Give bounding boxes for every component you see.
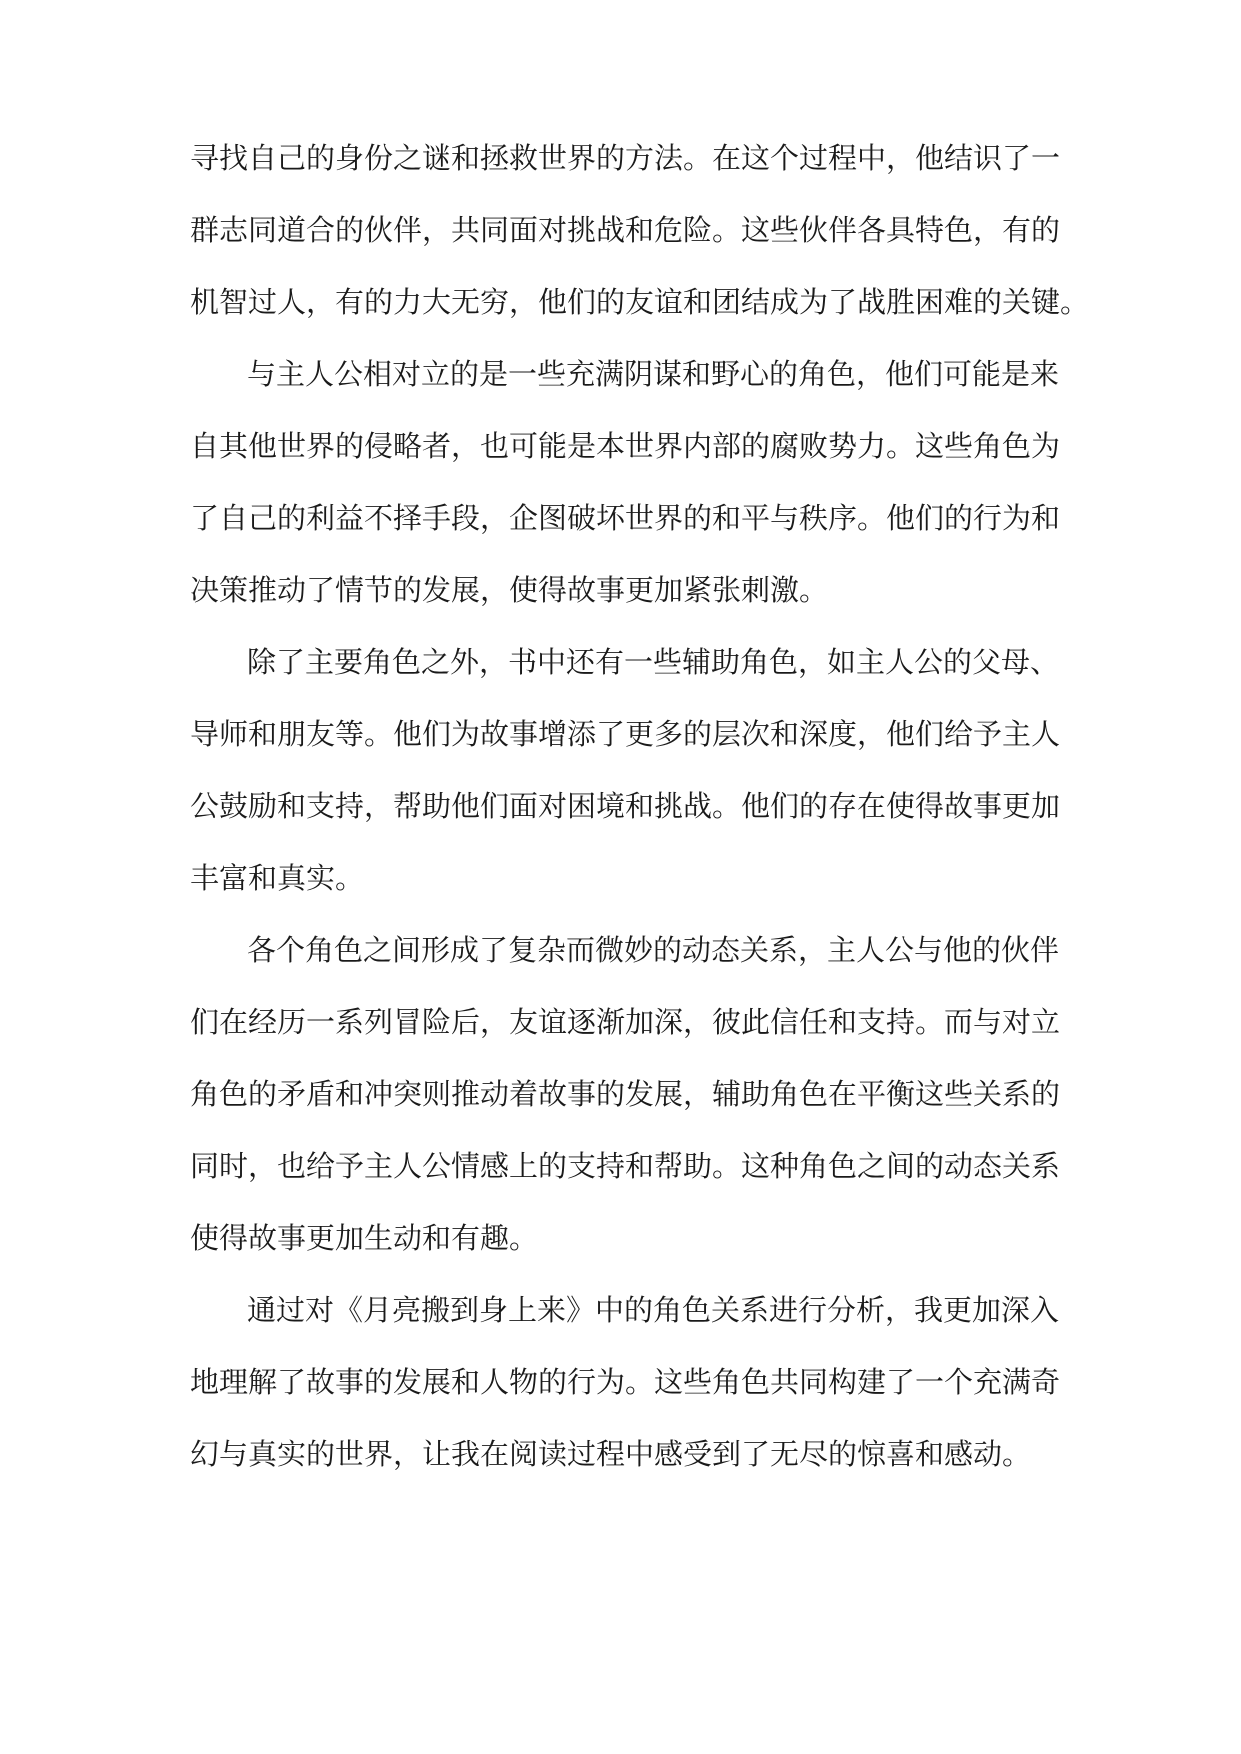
text-line: 导师和朋友等。他们为故事增添了更多的层次和深度，他们给予主人 <box>190 717 1061 751</box>
text-line: 通过对《月亮搬到身上来》中的角色关系进行分析，我更加深入 <box>247 1293 1060 1327</box>
text-line: 与主人公相对立的是一些充满阴谋和野心的角色，他们可能是来 <box>247 357 1060 391</box>
text-line: 丰富和真实。 <box>190 861 365 895</box>
text-line: 了自己的利益不择手段，企图破坏世界的和平与秩序。他们的行为和 <box>190 501 1061 535</box>
text-line: 公鼓励和支持，帮助他们面对困境和挑战。他们的存在使得故事更加 <box>190 789 1061 823</box>
text-line: 幻与真实的世界，让我在阅读过程中感受到了无尽的惊喜和感动。 <box>190 1437 1032 1471</box>
text-line: 除了主要角色之外，书中还有一些辅助角色，如主人公的父母、 <box>247 645 1060 679</box>
text-line: 寻找自己的身份之谜和拯救世界的方法。在这个过程中，他结识了一 <box>190 141 1061 175</box>
text-line: 地理解了故事的发展和人物的行为。这些角色共同构建了一个充满奇 <box>190 1365 1061 1399</box>
text-line: 决策推动了情节的发展，使得故事更加紧张刺激。 <box>190 573 829 607</box>
text-line: 机智过人，有的力大无穷，他们的友谊和团结成为了战胜困难的关键。 <box>190 285 1090 319</box>
text-line: 角色的矛盾和冲突则推动着故事的发展，辅助角色在平衡这些关系的 <box>190 1077 1061 1111</box>
text-line: 自其他世界的侵略者，也可能是本世界内部的腐败势力。这些角色为 <box>190 429 1061 463</box>
text-line: 同时，也给予主人公情感上的支持和帮助。这种角色之间的动态关系 <box>190 1149 1061 1183</box>
text-line: 各个角色之间形成了复杂而微妙的动态关系，主人公与他的伙伴 <box>247 933 1060 967</box>
text-line: 使得故事更加生动和有趣。 <box>190 1221 539 1255</box>
text-line: 们在经历一系列冒险后，友谊逐渐加深，彼此信任和支持。而与对立 <box>190 1005 1061 1039</box>
text-line: 群志同道合的伙伴，共同面对挑战和危险。这些伙伴各具特色，有的 <box>190 213 1061 247</box>
